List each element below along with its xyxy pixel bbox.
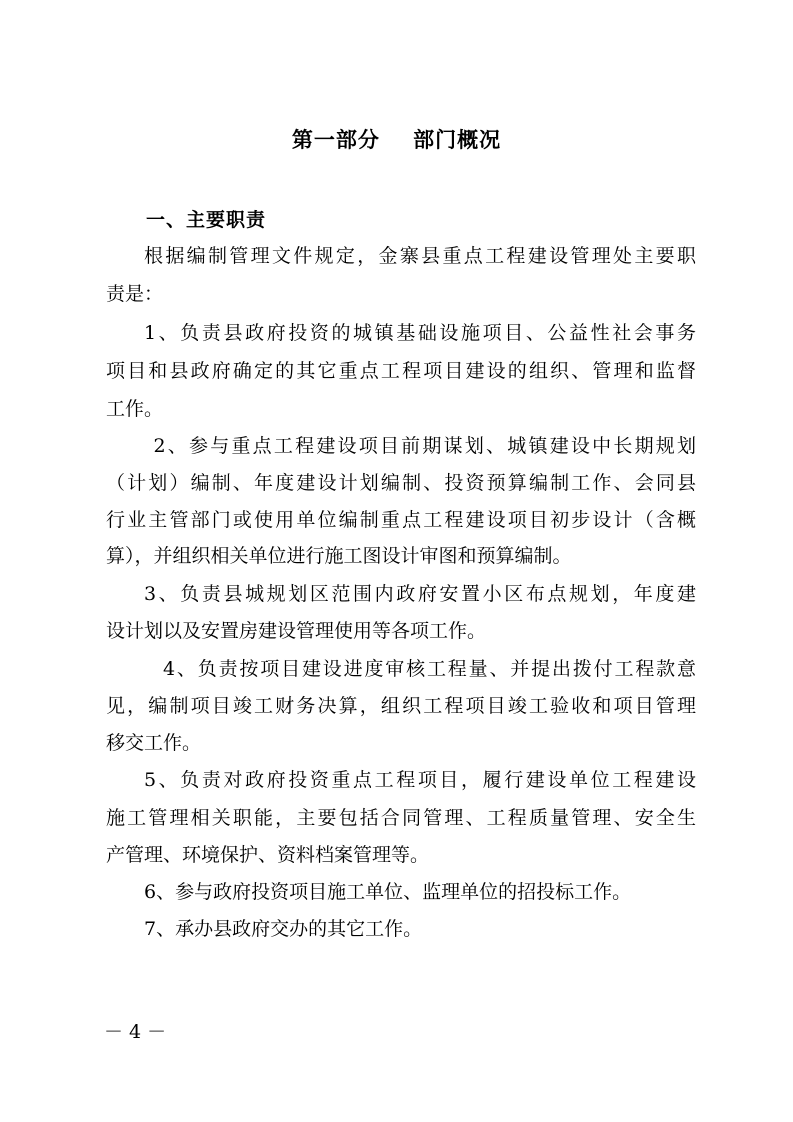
body-text-line: 3、负责县城规划区范围内政府安置小区布点规划，年度建 [144,583,696,605]
body-text-line: 项目和县政府确定的其它重点工程项目建设的组织、管理和监督 [106,360,696,382]
body-text-line: 6、参与政府投资项目施工单位、监理单位的招投标工作。 [144,881,632,903]
section-heading: 一、主要职责 [146,209,267,231]
body-text-line: 7、承办县政府交办的其它工作。 [144,918,423,940]
body-text-line: 产管理、环境保护、资料档案管理等。 [106,844,430,866]
body-text-line: 责是： [106,283,164,305]
body-text-line: 施工管理相关职能，主要包括合同管理、工程质量管理、安全生 [106,807,696,829]
body-text-line: 见，编制项目竣工财务决算，组织工程项目竣工验收和项目管理 [106,695,696,717]
body-text-line: 算），并组织相关单位进行施工图设计审图和预算编制。 [106,545,572,567]
body-text-line: 2、参与重点工程建设项目前期谋划、城镇建设中长期规划 [153,435,696,457]
body-text-line: 5、负责对政府投资重点工程项目，履行建设单位工程建设 [144,769,696,791]
page-number: － 4 － [104,1021,167,1043]
body-text-line: （计划）编制、年度建设计划编制、投资预算编制工作、会同县 [106,472,696,494]
body-text-line: 设计划以及安置房建设管理使用等各项工作。 [106,620,487,642]
body-text-line: 1、负责县政府投资的城镇基础设施项目、公益性社会事务 [144,322,696,344]
page-title: 第一部分 部门概况 [291,128,502,152]
body-text-line: 移交工作。 [106,732,202,754]
body-text-line: 工作。 [106,398,164,420]
body-text-line: 4、负责按项目建设进度审核工程量、并提出拨付工程款意 [163,658,696,680]
body-text-line: 根据编制管理文件规定，金寨县重点工程建设管理处主要职 [144,245,696,267]
body-text-line: 行业主管部门或使用单位编制重点工程建设项目初步设计（含概 [106,509,696,531]
